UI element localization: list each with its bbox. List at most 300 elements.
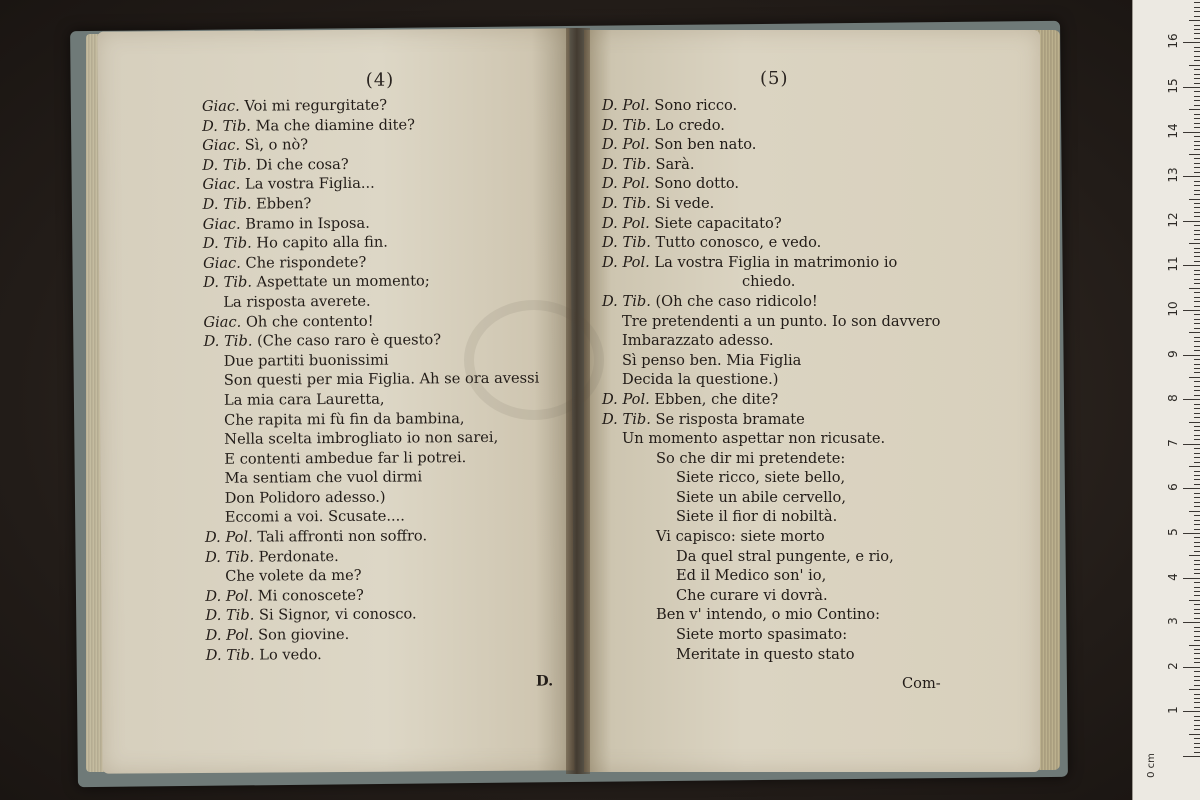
ruler-tick <box>1183 667 1200 668</box>
ruler-tick <box>1189 20 1200 21</box>
ruler-tick <box>1194 29 1200 30</box>
ruler-unit-label: 0 cm <box>1145 753 1157 778</box>
ruler-tick <box>1194 653 1200 654</box>
ruler-tick <box>1194 595 1200 596</box>
ruler-tick <box>1194 239 1200 240</box>
ruler-tick <box>1183 578 1200 579</box>
ruler-tick <box>1194 658 1200 659</box>
ruler-tick <box>1194 149 1200 150</box>
ruler-tick <box>1194 413 1200 414</box>
line-text: Son ben nato. <box>649 136 757 154</box>
speaker-name: D. Tib. <box>202 117 251 135</box>
ruler-tick <box>1194 141 1200 142</box>
ruler-tick <box>1194 497 1200 498</box>
ruler-tick <box>1194 520 1200 521</box>
ruler-tick <box>1194 314 1200 315</box>
ruler-tick <box>1194 680 1200 681</box>
ruler-tick <box>1194 649 1200 650</box>
verse-line <box>203 271 539 293</box>
right-page-text <box>602 96 940 664</box>
verse-line <box>602 370 940 390</box>
ruler-tick <box>1194 337 1200 338</box>
ruler-tick <box>1194 573 1200 574</box>
verse-line <box>602 625 940 645</box>
verse-line <box>602 429 940 449</box>
ruler-tick <box>1194 627 1200 628</box>
page-number-left: (4) <box>365 69 395 91</box>
line-text: chiedo. <box>742 273 796 291</box>
ruler-tick <box>1194 426 1200 427</box>
ruler-tick <box>1194 118 1200 119</box>
speaker-name: D. Pol. <box>205 587 254 605</box>
ruler-tick <box>1194 256 1200 257</box>
ruler-tick <box>1194 212 1200 213</box>
line-text: La mia cara Lauretta, <box>223 390 385 409</box>
ruler-tick <box>1194 569 1200 570</box>
ruler-tick <box>1194 306 1200 307</box>
line-text: Di che cosa? <box>251 155 349 174</box>
verse-line <box>203 232 539 254</box>
verse-line <box>602 253 940 273</box>
ruler-tick <box>1183 132 1200 133</box>
ruler-tick <box>1194 529 1200 530</box>
line-text: Aspettate un momento; <box>251 272 430 291</box>
ruler-tick <box>1194 716 1200 717</box>
verse-line <box>202 95 538 117</box>
ruler-tick <box>1194 448 1200 449</box>
ruler-tick <box>1194 698 1200 699</box>
ruler-label: 11 <box>1166 256 1180 273</box>
line-text: Ebben? <box>251 195 312 213</box>
ruler-tick <box>1194 283 1200 284</box>
ruler-tick <box>1194 51 1200 52</box>
line-text: Mi conoscete? <box>253 586 364 605</box>
line-text: Oh che contento! <box>241 312 374 331</box>
line-text: Tutto conosco, e vedo. <box>650 234 822 252</box>
verse-line <box>202 173 538 195</box>
line-text: Un momento aspettar non ricusate. <box>622 430 886 448</box>
ruler-tick <box>1194 56 1200 57</box>
speaker-name: D. Tib. <box>602 194 651 212</box>
ruler-tick <box>1194 47 1200 48</box>
ruler-tick <box>1194 270 1200 271</box>
line-text: Tali affronti non soffro. <box>252 527 428 546</box>
ruler-tick <box>1194 127 1200 128</box>
ruler-tick <box>1194 16 1200 17</box>
speaker-name: Giac. <box>203 313 242 331</box>
ruler-tick <box>1194 234 1200 235</box>
page-number-right: (5) <box>760 68 789 89</box>
ruler-tick <box>1194 707 1200 708</box>
verse-line <box>602 449 940 469</box>
line-text: Da quel stral pungente, e rio, <box>676 547 894 565</box>
ruler-tick <box>1194 453 1200 454</box>
verse-line <box>602 605 940 625</box>
ruler-tick <box>1194 720 1200 721</box>
ruler-tick <box>1194 564 1200 565</box>
ruler-tick <box>1194 368 1200 369</box>
ruler-tick <box>1194 404 1200 405</box>
verse-line <box>602 312 940 332</box>
ruler-tick <box>1194 274 1200 275</box>
ruler-tick <box>1194 479 1200 480</box>
ruler-tick <box>1194 364 1200 365</box>
ruler-tick <box>1194 587 1200 588</box>
speaker-name: Giac. <box>201 97 240 115</box>
ruler-tick <box>1194 248 1200 249</box>
ruler-tick <box>1194 194 1200 195</box>
ruler-tick <box>1194 743 1200 744</box>
ruler-tick <box>1194 752 1200 753</box>
ruler-label: 16 <box>1166 33 1180 50</box>
ruler-tick <box>1194 631 1200 632</box>
line-text: Perdonate. <box>253 547 339 566</box>
verse-line <box>602 645 940 665</box>
line-text: Decida la questione.) <box>622 371 779 389</box>
ruler-label: 10 <box>1166 301 1180 317</box>
speaker-name: D. Tib. <box>203 332 253 351</box>
ruler-label: 9 <box>1166 349 1180 358</box>
verse-line <box>202 134 538 156</box>
verse-line <box>203 212 539 234</box>
verse-line <box>204 467 540 489</box>
ruler-label: 1 <box>1166 706 1180 715</box>
line-text: Imbarazzato adesso. <box>622 332 774 350</box>
verse-line <box>602 174 940 194</box>
line-text: Se risposta bramate <box>650 410 805 428</box>
catchword-right: Com- <box>902 675 941 692</box>
ruler-tick <box>1189 645 1200 646</box>
verse-line <box>602 116 940 136</box>
line-text: Che volete da me? <box>225 567 362 586</box>
ruler-tick <box>1194 618 1200 619</box>
ruler-tick <box>1194 145 1200 146</box>
line-text: La vostra Figlia... <box>240 175 375 194</box>
verse-line <box>205 526 541 548</box>
line-text: Bramo in Isposa. <box>240 214 370 233</box>
ruler-tick <box>1194 408 1200 409</box>
ruler-tick <box>1194 346 1200 347</box>
verse-line <box>602 351 940 371</box>
ruler-tick <box>1194 105 1200 106</box>
ruler-tick <box>1194 502 1200 503</box>
speaker-name: D. Pol. <box>602 390 650 408</box>
ruler-tick <box>1194 484 1200 485</box>
speaker-name: D. Tib. <box>202 234 252 253</box>
verse-line <box>204 428 540 450</box>
ruler-label: 14 <box>1166 122 1180 139</box>
line-text: Lo vedo. <box>254 645 322 664</box>
ruler-tick <box>1194 613 1200 614</box>
speaker-name: D. Pol. <box>602 136 650 154</box>
line-text: Tre pretendenti a un punto. Io son davvero <box>622 312 941 330</box>
ruler-tick <box>1194 537 1200 538</box>
verse-line <box>205 545 541 567</box>
ruler-label: 15 <box>1166 78 1180 94</box>
ruler-tick <box>1194 33 1200 34</box>
ruler-tick <box>1194 417 1200 418</box>
ruler-tick <box>1194 301 1200 302</box>
speaker-name: D. Tib. <box>602 410 651 428</box>
ruler-tick <box>1194 83 1200 84</box>
ruler-tick <box>1189 511 1200 512</box>
ruler-tick <box>1194 60 1200 61</box>
ruler-tick <box>1194 297 1200 298</box>
ruler-tick <box>1189 555 1200 556</box>
ruler-tick <box>1194 38 1200 39</box>
ruler-tick <box>1194 230 1200 231</box>
ruler-tick <box>1194 506 1200 507</box>
ruler-tick <box>1194 69 1200 70</box>
ruler-tick <box>1194 435 1200 436</box>
ruler-tick <box>1194 471 1200 472</box>
line-text: So che dir mi pretendete: <box>656 449 846 467</box>
ruler-label: 4 <box>1166 572 1180 581</box>
verse-line <box>602 214 940 234</box>
ruler-tick <box>1194 604 1200 605</box>
ruler-tick <box>1194 524 1200 525</box>
line-text: Nella scelta imbrogliato io non sarei, <box>224 428 499 448</box>
right-page <box>584 30 1040 772</box>
line-text: Don Polidoro adesso.) <box>224 488 386 507</box>
ruler-tick <box>1194 74 1200 75</box>
line-text: Che rapita mi fù fin da bambina, <box>224 409 465 429</box>
ruler-tick <box>1194 96 1200 97</box>
ruler-tick <box>1189 154 1200 155</box>
verse-line <box>206 643 542 665</box>
line-text: E contenti ambedue far li potrei. <box>224 448 467 468</box>
line-text: Che rispondete? <box>240 253 367 272</box>
line-text: Son giovine. <box>253 625 350 644</box>
line-text: Si Signor, vi conosco. <box>254 605 417 625</box>
line-text: Ma che diamine dite? <box>250 116 415 135</box>
ruler-tick <box>1183 444 1200 445</box>
ruler-tick <box>1194 386 1200 387</box>
ruler-tick <box>1194 475 1200 476</box>
ruler-tick <box>1183 310 1200 311</box>
ruler-tick <box>1189 734 1200 735</box>
verse-line <box>602 566 940 586</box>
ruler-tick <box>1194 685 1200 686</box>
ruler-tick <box>1194 319 1200 320</box>
verse-line <box>602 272 940 292</box>
ruler-tick <box>1194 676 1200 677</box>
speaker-name: Giac. <box>202 176 241 194</box>
ruler-tick <box>1194 609 1200 610</box>
verse-line <box>602 468 940 488</box>
ruler-tick <box>1194 123 1200 124</box>
ruler-tick <box>1194 591 1200 592</box>
ruler-label: 3 <box>1166 617 1180 626</box>
line-text: Son questi per mia Figlia. Ah se ora avessi <box>223 369 540 390</box>
line-text: (Oh che caso ridicolo! <box>650 292 818 310</box>
speaker-name: D. Pol. <box>602 214 650 232</box>
measurement-ruler <box>1132 0 1200 800</box>
ruler-tick <box>1194 78 1200 79</box>
line-text: Si vede. <box>650 194 715 212</box>
ruler-tick <box>1194 261 1200 262</box>
ruler-tick <box>1189 288 1200 289</box>
ruler-tick <box>1194 636 1200 637</box>
speaker-name: D. Pol. <box>204 528 253 546</box>
line-text: Ho capito alla fin. <box>251 233 388 252</box>
verse-line <box>602 586 940 606</box>
speaker-name: D. Tib. <box>602 234 651 252</box>
verse-line <box>203 193 539 215</box>
ruler-tick <box>1194 279 1200 280</box>
speaker-name: D. Pol. <box>602 175 650 193</box>
speaker-name: D. Tib. <box>205 646 255 664</box>
verse-line <box>205 506 541 528</box>
line-text: Due partiti buonissimi <box>223 351 389 370</box>
ruler-tick <box>1194 181 1200 182</box>
line-text: Siete il fior di nobiltà. <box>676 508 838 526</box>
ruler-tick <box>1194 582 1200 583</box>
verse-line <box>203 251 539 273</box>
ruler-tick <box>1183 87 1200 88</box>
ruler-tick <box>1194 190 1200 191</box>
line-text: Lo credo. <box>650 116 725 134</box>
line-text: Siete ricco, siete bello, <box>676 469 846 487</box>
ruler-tick <box>1189 377 1200 378</box>
ruler-tick <box>1194 551 1200 552</box>
ruler-tick <box>1189 332 1200 333</box>
ruler-tick <box>1194 91 1200 92</box>
ruler-tick <box>1189 689 1200 690</box>
ruler-tick <box>1194 694 1200 695</box>
ruler-tick <box>1189 600 1200 601</box>
ruler-tick <box>1194 560 1200 561</box>
ruler-tick <box>1194 462 1200 463</box>
ruler-tick <box>1194 395 1200 396</box>
ruler-label: 13 <box>1166 167 1180 183</box>
ruler-tick <box>1189 243 1200 244</box>
ruler-tick <box>1194 7 1200 8</box>
ruler-label: 7 <box>1166 438 1180 447</box>
line-text: Siete un abile cervello, <box>676 488 846 506</box>
ruler-label: 8 <box>1166 394 1180 403</box>
ruler-tick <box>1194 729 1200 730</box>
ruler-tick <box>1183 711 1200 712</box>
ruler-tick <box>1194 25 1200 26</box>
verse-line <box>204 447 540 469</box>
ruler-tick <box>1194 172 1200 173</box>
ruler-tick <box>1194 725 1200 726</box>
verse-line <box>602 527 940 547</box>
ruler-tick <box>1194 252 1200 253</box>
ruler-tick <box>1194 542 1200 543</box>
ruler-tick <box>1183 756 1200 757</box>
verse-line <box>205 565 541 587</box>
line-text: Sono dotto. <box>649 175 740 193</box>
ruler-tick <box>1194 640 1200 641</box>
speaker-name: Giac. <box>202 136 241 155</box>
ruler-tick <box>1194 493 1200 494</box>
ruler-tick <box>1194 350 1200 351</box>
ruler-tick <box>1183 488 1200 489</box>
line-text: La vostra Figlia in matrimonio io <box>649 253 898 271</box>
speaker-name: D. Tib. <box>205 607 255 625</box>
verse-line <box>602 155 940 175</box>
ruler-tick <box>1194 372 1200 373</box>
ruler-tick <box>1194 11 1200 12</box>
ruler-tick <box>1183 176 1200 177</box>
ruler-tick <box>1194 430 1200 431</box>
speaker-name: D. Tib. <box>205 548 254 566</box>
book-gutter <box>566 28 590 774</box>
ruler-tick <box>1194 738 1200 739</box>
ruler-tick <box>1194 702 1200 703</box>
verse-line <box>602 96 940 116</box>
ruler-tick <box>1194 207 1200 208</box>
ruler-label: 6 <box>1166 483 1180 492</box>
ruler-tick <box>1183 622 1200 623</box>
ruler-tick <box>1194 185 1200 186</box>
speaker-name: D. Tib. <box>602 292 651 310</box>
verse-line <box>602 547 940 567</box>
line-text: Ma sentiam che vuol dirmi <box>224 468 423 488</box>
ruler-label: 2 <box>1166 661 1180 670</box>
ruler-tick <box>1194 328 1200 329</box>
ruler-tick <box>1194 662 1200 663</box>
ruler-tick <box>1194 439 1200 440</box>
line-text: Sono ricco. <box>649 97 738 114</box>
ruler-tick <box>1194 100 1200 101</box>
speaker-name: Giac. <box>202 254 241 272</box>
ruler-tick <box>1183 355 1200 356</box>
verse-line <box>602 233 940 253</box>
catchword-left: D. <box>535 672 554 690</box>
ruler-tick <box>1183 399 1200 400</box>
ruler-tick <box>1183 221 1200 222</box>
line-text: Sì, o nò? <box>239 136 309 154</box>
ruler-tick <box>1194 457 1200 458</box>
ruler-tick <box>1194 163 1200 164</box>
speaker-name: D. Tib. <box>203 273 253 292</box>
ruler-tick <box>1194 671 1200 672</box>
speaker-name: D. Tib. <box>602 155 651 173</box>
ruler-tick <box>1189 466 1200 467</box>
ruler-tick <box>1194 546 1200 547</box>
speaker-name: D. Pol. <box>205 626 254 644</box>
ruler-tick <box>1194 341 1200 342</box>
line-text: Sì penso ben. Mia Figlia <box>622 351 802 369</box>
line-text: Ed il Medico son' io, <box>676 567 827 585</box>
verse-line <box>202 153 538 175</box>
speaker-name: D. Pol. <box>602 253 650 271</box>
line-text: Che curare vi dovrà. <box>676 586 828 604</box>
speaker-name: D. Tib. <box>602 116 651 134</box>
ruler-tick <box>1194 216 1200 217</box>
verse-line <box>205 584 541 606</box>
speaker-name: Giac. <box>202 215 241 233</box>
ruler-tick <box>1189 422 1200 423</box>
line-text: La risposta averete. <box>223 292 371 311</box>
line-text: Ben v' intendo, o mio Contino: <box>656 606 881 624</box>
verse-line <box>202 114 538 136</box>
verse-line <box>205 486 541 508</box>
ruler-tick <box>1183 42 1200 43</box>
ruler-tick <box>1183 265 1200 266</box>
ruler-tick <box>1194 359 1200 360</box>
ruler-tick <box>1194 203 1200 204</box>
ruler-tick <box>1194 167 1200 168</box>
ruler-tick <box>1194 2 1200 3</box>
ruler-tick <box>1194 114 1200 115</box>
ruler-tick <box>1189 65 1200 66</box>
line-text: Vi capisco: siete morto <box>656 528 825 546</box>
speaker-name: D. Tib. <box>202 156 252 174</box>
